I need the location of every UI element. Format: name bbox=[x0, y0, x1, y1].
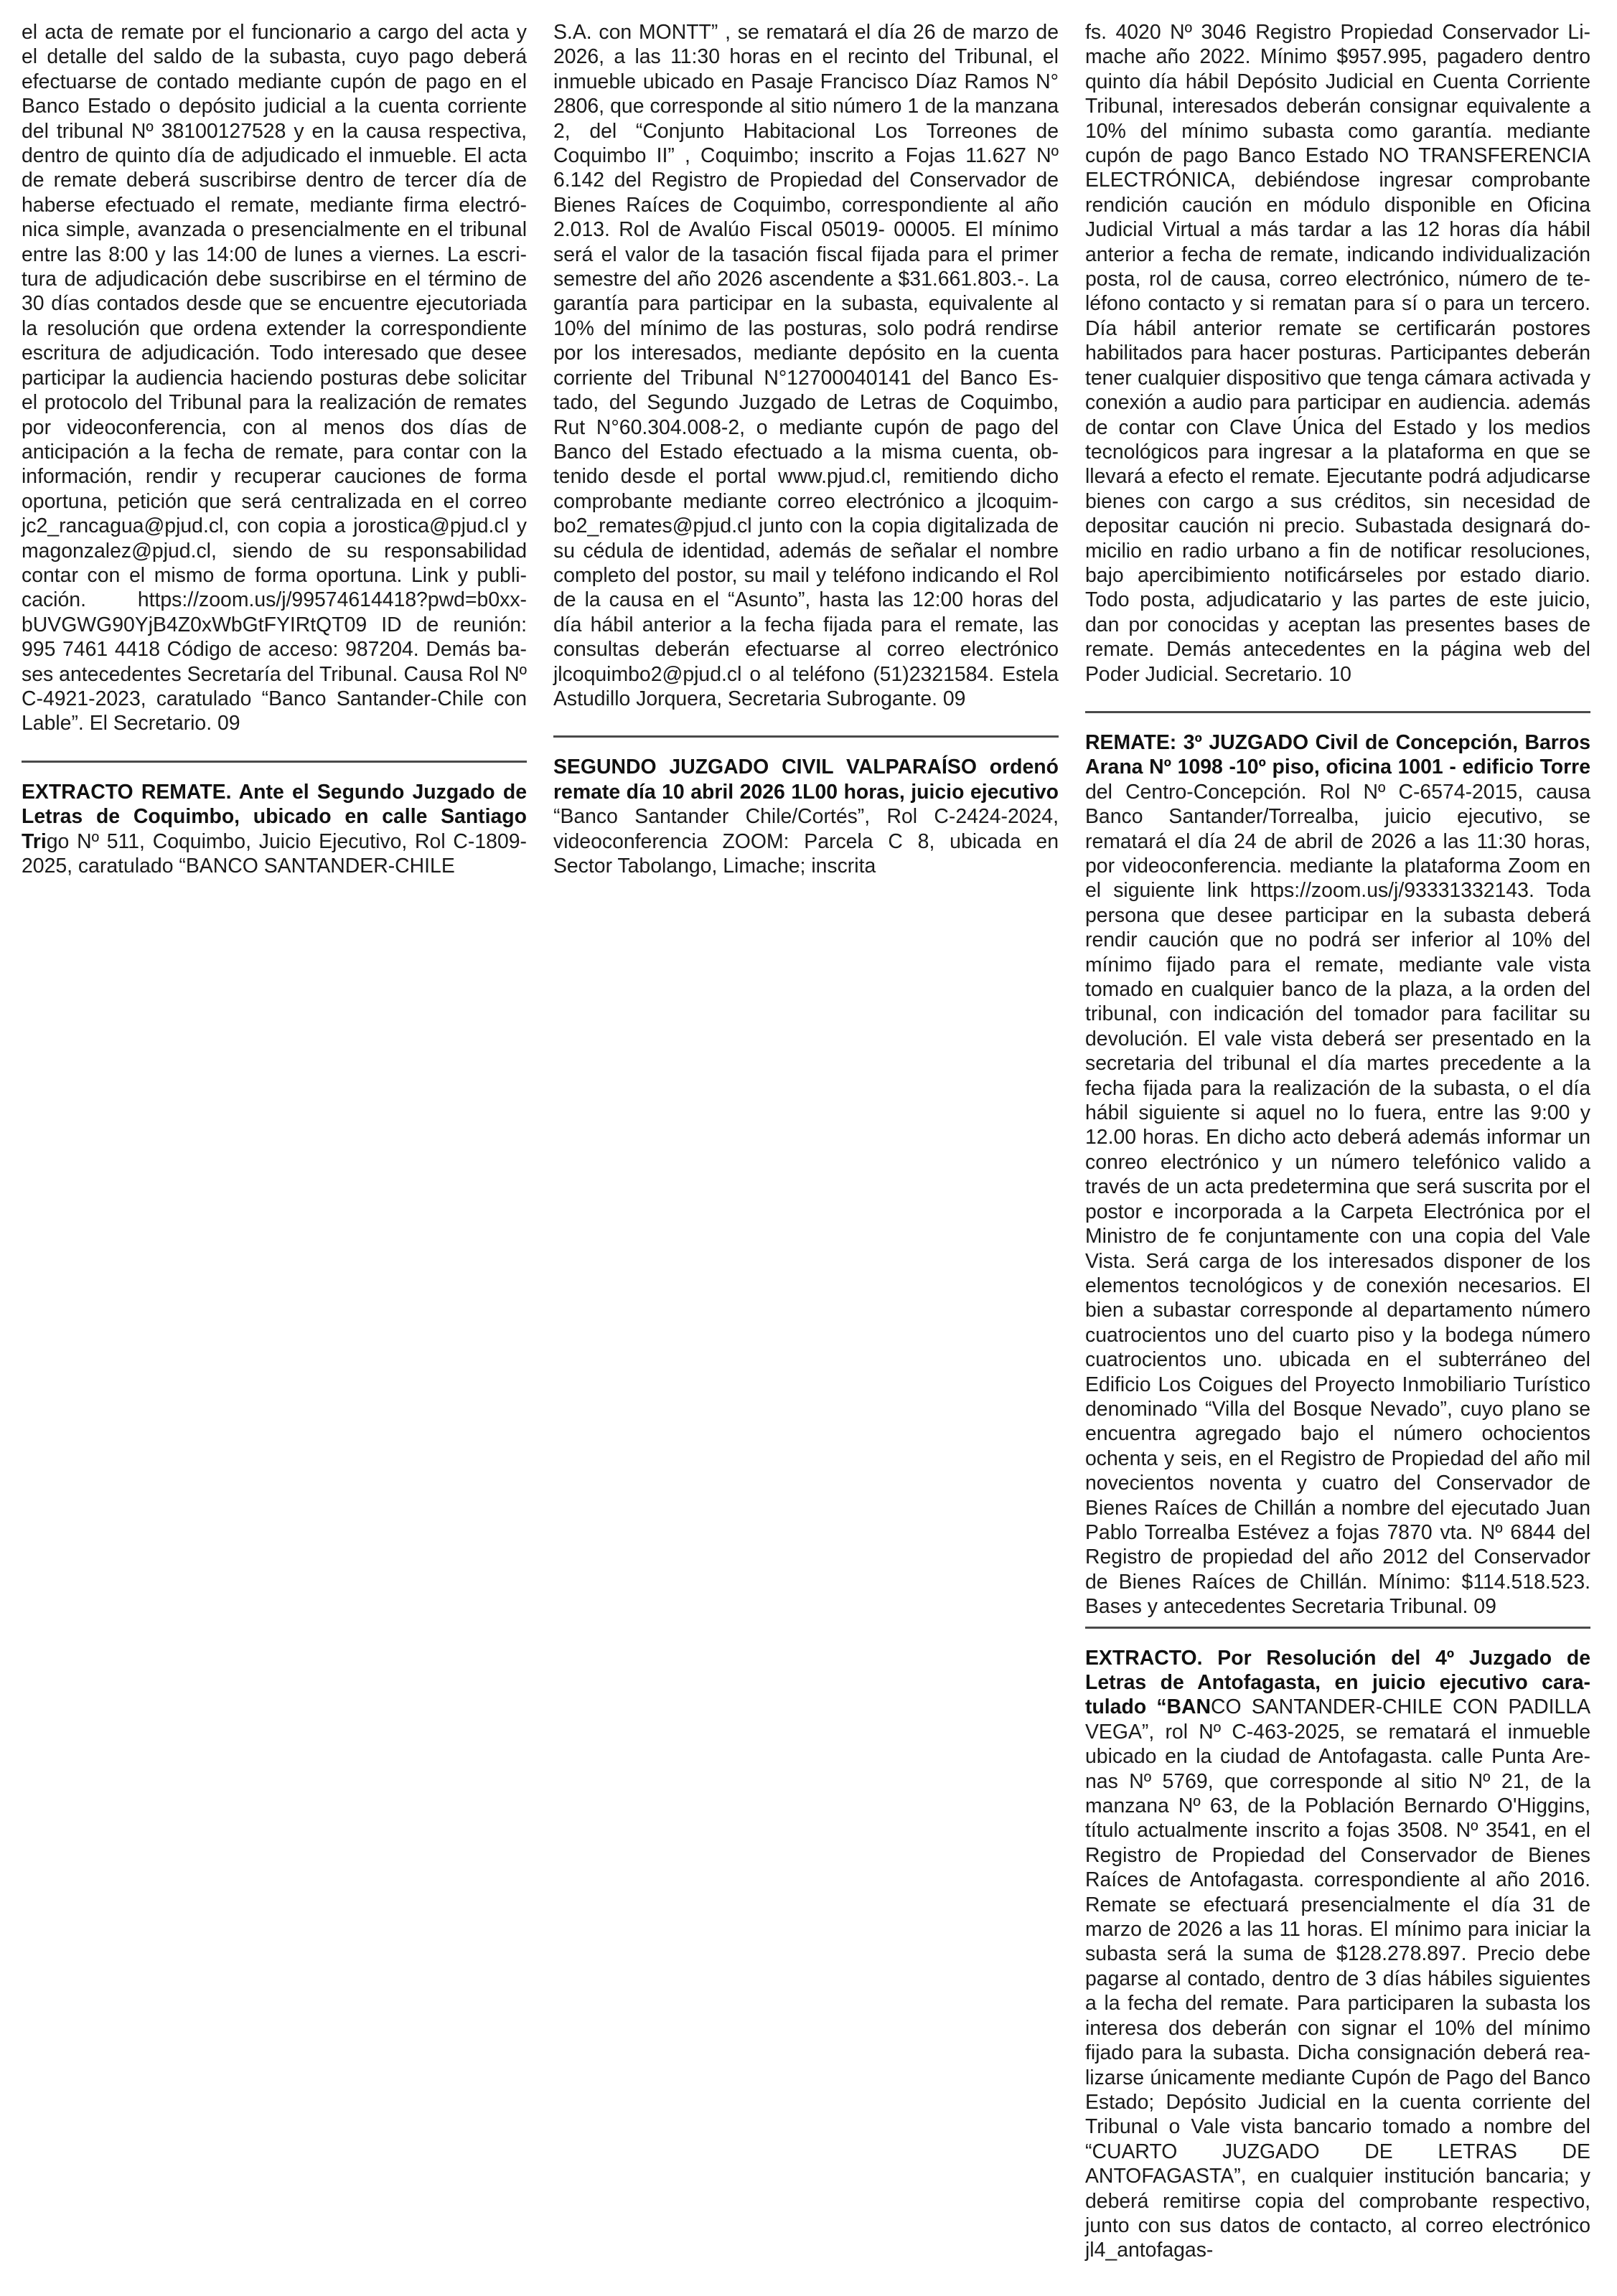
notice-body: “Banco Santander Chile/Cortés”, Rol C-2424-2024, videoconferencia ZOOM: Parcela C 8, ubicada en Sector Tabolango, Limache; inscrita bbox=[553, 805, 1059, 878]
notice-text bbox=[553, 20, 1059, 711]
column-1 bbox=[22, 20, 527, 878]
notice-divider bbox=[553, 735, 1059, 738]
classified-notices-page bbox=[22, 20, 1595, 2280]
notice-text bbox=[1085, 20, 1590, 687]
notice-body: CO SANTANDER-CHILE CON PADILLA VEGA”, rol Nº C-463-2025, se rematará el inmueble ubicado en la ciudad de Antofagasta. calle Punta Arenas Nº 5769, que corresponde al sitio Nº 21, de la manzana Nº 63, de la Población Bernardo O'Higgins, título actualmente inscrito a fojas 3508. Nº 3541, en el Registro de Propiedad del Conservador de Bienes Raíces de Antofagasta. correspondiente al año 2016. Remate se efectuará presencialmente el día 31 de marzo de 2026 a las 11 horas. El mínimo para iniciar la subasta será la suma de $128.278.897. Precio debe pagarse al contado, dentro de 3 días hábiles siguientes a la fecha del remate. Para participaren la subasta los interesa dos deberán con signar el 10% del mínimo fijado para la subasta. Dicha consignación deberá realizarse únicamente mediante Cupón de Pago del Banco Estado; Depósito Judicial en la cuenta corriente del Tribunal o Vale vista bancario tomado a nombre del “CUARTO JUZGADO DE LETRAS DE ANTOFAGASTA”, en cualquier institución bancaria; y deberá remitirse copia del comprobante respectivo, junto con sus datos de contacto, al correo electrónico jl4_antofagas- bbox=[1085, 1695, 1590, 2262]
notice-heading: EXTRACTO. Por Resolución del 4º Juzgado de Letras de Antofagasta, en juicio ejecutivo caratulado “BAN bbox=[1085, 1646, 1590, 1719]
notice-body: go Nº 511, Coquimbo, Juicio Ejecutivo, Rol C-1809-2025, caratulado “BANCO SANTANDER-CHILE bbox=[22, 829, 527, 878]
notice-divider bbox=[1085, 1627, 1590, 1629]
notice-heading: REMATE: 3º JUZGADO Civil de Concepción, Barros Arana Nº 1098 -10º piso, oficina 1001 - edificio Torre bbox=[1085, 730, 1590, 779]
notice-coquimbo-extracto bbox=[22, 770, 527, 879]
notice-text bbox=[553, 755, 1059, 878]
notice-valparaiso-remate bbox=[553, 745, 1059, 878]
column-3 bbox=[1085, 20, 1590, 2263]
notice-divider bbox=[1085, 711, 1590, 713]
notice-concepcion-remate bbox=[1085, 720, 1590, 1619]
notice-continued-coquimbo bbox=[553, 20, 1059, 728]
notice-heading: EXTRACTO REMATE. Ante el Segundo Juzgado de Letras de Coquimbo, ubicado en calle Santiago Tri bbox=[22, 780, 527, 853]
notice-body: del Centro-Concepción. Rol Nº C-6574-2015, causa Banco Santander/Torrealba, juicio ejecutivo, se rematará el día 24 de abril de 2026 a las 11:30 horas, por videoconferencia. mediante la plataforma Zoom en el siguiente link https://zoom.us/j/93331332143. Toda persona que desee participar en la subasta deberá rendir caución que no podrá ser inferior al 10% del mínimo fijado para el remate, mediante vale vista tomado en cualquier banco de la plaza, a la orden del tribunal, con indicación del tomador para facilitar su devolución. El vale vista deberá ser presentado en la secretaria del tribunal el día martes precedente a la fecha fijada para la realización de la subasta, o el día hábil siguiente si aquel no lo fuera, entre las 9:00 y 12.00 horas. En dicho acto deberá además informar un conreo electrónico y un número telefónico valido a través de un acta predetermina que será suscrita por el postor e incorporada a la Carpeta Electrónica por el Ministro de fe conjuntamente con una copia del Vale Vista. Será carga de los interesados disponer de los elementos tecnológicos y de conexión necesarios. El bien a subastar corresponde al departamento número cuatrocientos uno del cuarto piso y la bodega número cuatrocientos uno. ubicada en el subterráneo del Edificio Los Coigues del Proyecto Inmobiliario Turístico denominado “Villa del Bosque Nevado”, cuyo plano se encuentra agregado bajo el número ochocientos ochenta y seis, en el Registro de Propiedad del año mil novecientos noventa y cuatro del Conservador de Bienes Raíces de Chillán a nombre del ejecutado Juan Pablo Torrealba Estévez a fojas 7870 vta. Nº 6844 del Registro de propiedad del año 2012 del Conservador de Bienes Raíces de Chillán. Mínimo: $114.518.523. Bases y antecedentes Secretaria Tribunal. 09 bbox=[1085, 780, 1590, 1619]
notice-divider bbox=[22, 761, 527, 763]
notice-body: fs. 4020 Nº 3046 Registro Propiedad Conservador Limache año 2022. Mínimo $957.995, pagadero dentro quinto día hábil Depósito Judicial en Cuenta Corriente Tribunal, interesados deberán consignar equivalente a 10% del mínimo subasta como garantía. mediante cupón de pago Banco Estado NO TRANSFERENCIA ELECTRÓNICA, debiéndose ingresar comprobante rendición caución en módulo disponible en Oficina Judicial Virtual a más tardar a las 12 horas día hábil anterior a fecha de remate, indicando individualización posta, rol de causa, correo electrónico, número de teléfono contacto y si rematan para sí o para un tercero. Día hábil anterior remate se certificarán postores habilitados para hacer posturas. Participantes deberán tener cualquier dispositivo que tenga cámara activada y conexión a audio para participar en audiencia. además de contar con Clave Única del Estado y los medios tecnológicos para ingresar a la plataforma en que se llevará a efecto el remate. Ejecutante podrá adjudicarse bienes con cargo a sus créditos, sin necesidad de depositar caución ni precio. Subastada designará domicilio en radio urbano a fin de notificar resoluciones, bajo apercibimiento notificárseles por estado diario. Todo posta, adjudicatario y las partes de este juicio, dan por conocidas y aceptan las presentes bases de remate. Demás antecedentes en la página web del Poder Judicial. Secretario. 10 bbox=[1085, 21, 1590, 686]
notice-continued-valparaiso bbox=[1085, 20, 1590, 704]
notice-heading: SEGUNDO JUZGADO CIVIL VALPARAÍSO ordenó remate día 10 abril 2026 1L00 horas, juicio ejecutivo bbox=[553, 756, 1059, 804]
notice-text bbox=[1085, 1646, 1590, 2263]
column-2 bbox=[553, 20, 1059, 878]
notice-antofagasta-extracto bbox=[1085, 1636, 1590, 2263]
notice-continued-rancagua bbox=[22, 20, 527, 753]
notice-body: S.A. con MONTT” , se rematará el día 26 de marzo de 2026, a las 11:30 horas en el recinto del Tribunal, el inmueble ubicado en Pasaje Francisco Díaz Ramos N° 2806, que corresponde al sitio número 1 de la manzana 2, del “Conjunto Habitacional Los Torreones de Coquimbo II” , Coquimbo; inscrito a Fojas 11.627 Nº 6.142 del Registro de Propiedad del Conservador de Bienes Raíces de Coquimbo, correspondiente al año 2.013. Rol de Avalúo Fiscal 05019- 00005. El mínimo será el valor de la tasación fiscal fijada para el primer semestre del año 2026 ascendente a $31.661.803.-. La garantía para participar en la subasta, equivalente al 10% del mínimo de las posturas, solo podrá rendirse por los interesados, mediante depósito en la cuenta corriente del Tribunal N°12700040141 del Banco Estado, del Segundo Juzgado de Letras de Coquimbo, Rut N°60.304.008-2, o mediante cupón de pago del Banco del Estado efectuado a la misma cuenta, obtenido desde el portal www.pjud.cl, remitiendo dicho comprobante mediante correo electrónico a jlcoquimbo2_remates@pjud.cl junto con la copia digitalizada de su cédula de identidad, además de señalar el nombre completo del postor, su mail y teléfono indicando el Rol de la causa en el “Asunto”, hasta las 12:00 horas del día hábil anterior a la fecha fijada para el remate, las consultas deberán efectuarse al correo electrónico jlcoquimbo2@pjud.cl o al teléfono (51)2321584. Estela Astudillo Jorquera, Secretaria Subrogante. 09 bbox=[553, 21, 1059, 710]
notice-text bbox=[1085, 730, 1590, 1619]
notice-text bbox=[22, 780, 527, 879]
notice-body: el acta de remate por el funcionario a cargo del acta y el detalle del saldo de la subasta, cuyo pago deberá efectuarse de contado mediante cupón de pago en el Banco Estado o depósito judicial a la cuenta corriente del tribunal Nº 38100127528 y en la causa respectiva, dentro de quinto día de adjudicado el inmueble. El acta de remate deberá suscribirse dentro de tercer día de haberse efectuado el remate, mediante firma electrónica simple, avanzada o presencialmente en el tribunal entre las 8:00 y las 14:00 de lunes a viernes. La escritura de adjudicación debe suscribirse en el término de 30 días contados desde que se encuentre ejecutoriada la resolución que ordena extender la correspondiente escritura de adjudicación. Todo interesado que desee participar la audiencia haciendo posturas debe solicitar el protocolo del Tribunal para la realización de remates por videoconferencia, con al menos dos días de anticipación a la fecha de remate, para contar con la información, rendir y recuperar cauciones de forma oportuna, petición que será centralizada en el correo jc2_rancagua@pjud.cl, con copia a jorostica@pjud.cl y magonzalez@pjud.cl, siendo de su responsabilidad contar con el mismo de forma oportuna. Link y publicación. https://zoom.us/j/99574614418?pwd=b0xxbUVGWG90YjB4Z0xWbGtFYIRtQT09 ID de reunión: 995 7461 4418 Código de acceso: 987204. Demás bases antecedentes Secretaría del Tribunal. Causa Rol Nº C-4921-2023, caratulado “Banco Santander-Chile con Lable”. El Secretario. 09 bbox=[22, 21, 527, 735]
notice-text bbox=[22, 20, 527, 736]
